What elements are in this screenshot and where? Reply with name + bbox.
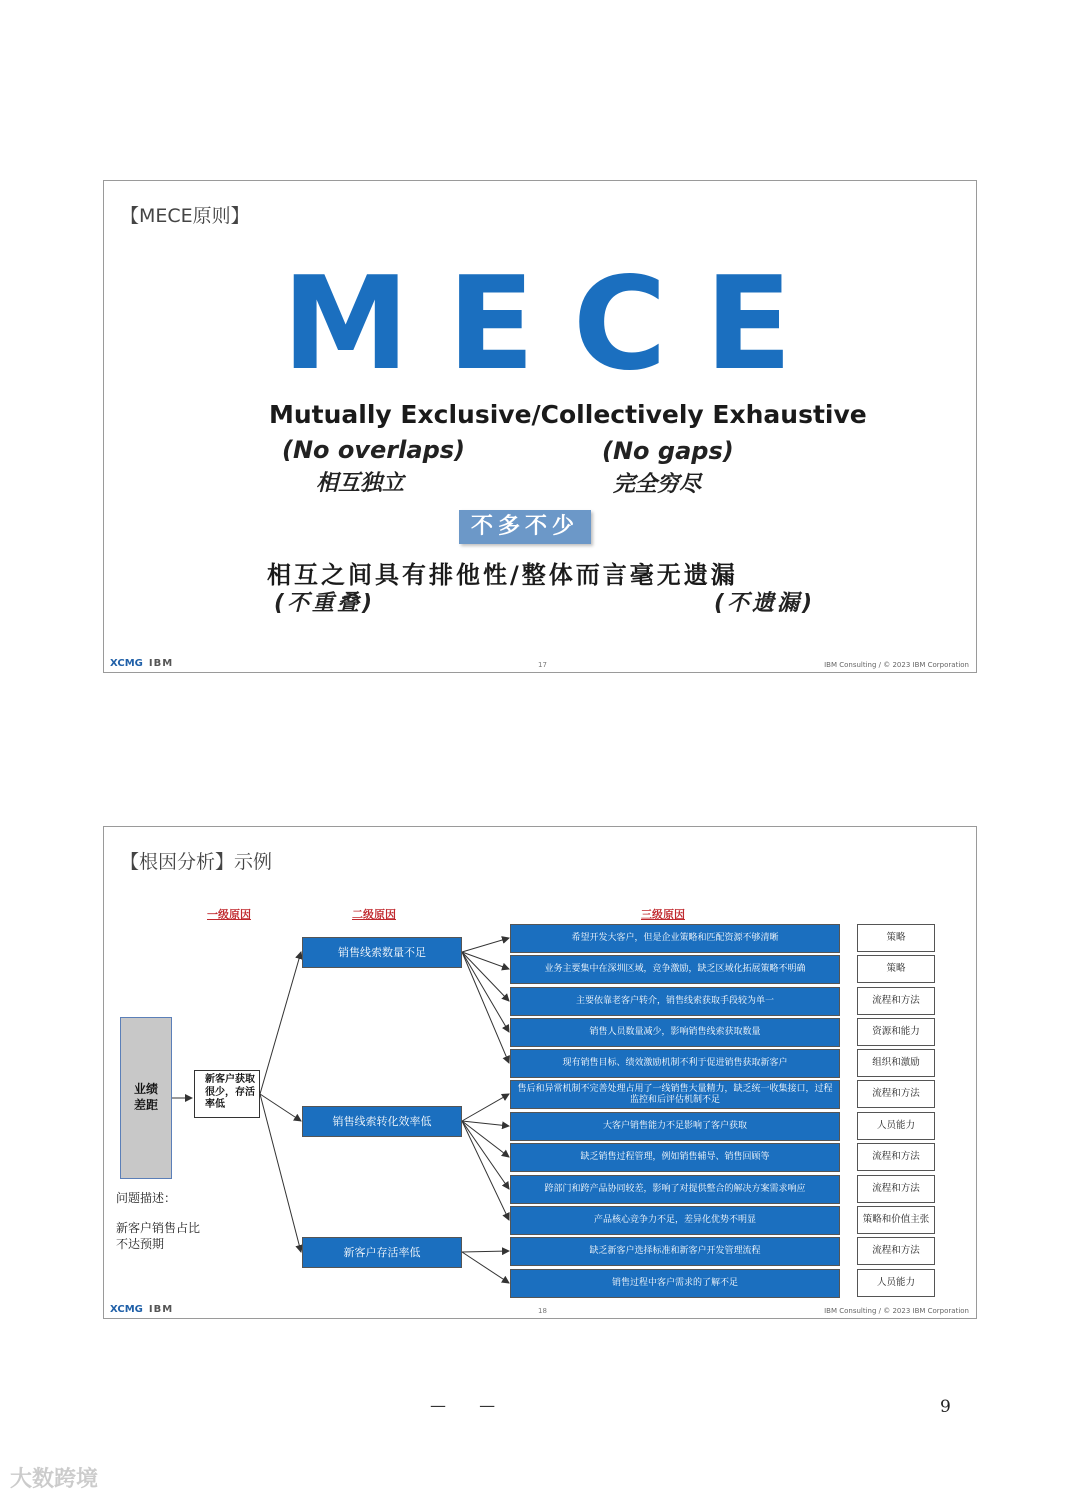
category-box: 流程和方法	[857, 1175, 935, 1203]
xcmg-logo-text: XCMG	[110, 658, 143, 669]
watermark: 大数跨境	[10, 1467, 99, 1492]
mece-full-name: Mutually Exclusive/Collectively Exhaustive	[269, 400, 867, 429]
copyright: IBM Consulting / © 2023 IBM Corporation	[824, 661, 969, 669]
heading-level3: 三级原因	[641, 908, 685, 921]
slide-title: 【根因分析】示例	[120, 851, 273, 873]
category-box: 组织和激励	[857, 1049, 935, 1077]
level3-box: 销售人员数量减少，影响销售线索获取数量	[510, 1018, 840, 1047]
connector-arrow	[462, 938, 509, 952]
connector-arrow	[462, 952, 509, 969]
heading-level2: 二级原因	[352, 908, 396, 921]
heading-level1: 一级原因	[207, 908, 251, 921]
category-box: 策略	[857, 955, 935, 983]
xcmg-logo-text: XCMG	[110, 1304, 143, 1315]
category-box: 人员能力	[857, 1112, 935, 1140]
xcmg-logo	[110, 1304, 173, 1315]
level2-box: 销售线索转化效率低	[302, 1106, 462, 1137]
page-dash: — —	[430, 1396, 510, 1415]
performance-gap-label: 业绩 差距	[133, 1082, 158, 1112]
level3-box: 现有销售目标、绩效激励机制不利于促进销售获取新客户	[510, 1049, 840, 1078]
category-box: 策略和价值主张	[857, 1206, 935, 1234]
category-box: 人员能力	[857, 1269, 935, 1297]
performance-gap-box	[120, 1017, 172, 1179]
category-box: 流程和方法	[857, 1080, 935, 1108]
slide-mece	[103, 180, 977, 673]
level3-box: 主要依靠老客户转介，销售线索获取手段较为单一	[510, 987, 840, 1016]
slide-root-cause	[103, 826, 977, 1319]
ibm-logo: IBM	[148, 658, 174, 669]
xcmg-logo	[110, 658, 173, 669]
copyright: IBM Consulting / © 2023 IBM Corporation	[824, 1307, 969, 1315]
cn-sentence: 相互之间具有排他性/整体而言毫无遗漏	[267, 561, 738, 589]
level3-box: 产品核心竞争力不足，差异化优势不明显	[510, 1206, 840, 1235]
connector-arrow	[462, 1251, 509, 1252]
connector-arrow	[462, 1121, 509, 1126]
category-box: 流程和方法	[857, 1143, 935, 1171]
level3-box: 大客户销售能力不足影响了客户获取	[510, 1112, 840, 1141]
connector-arrow	[462, 1121, 509, 1189]
level1-box: 新客户获取很少，存活率低	[194, 1070, 260, 1118]
connector-arrow	[462, 952, 509, 1032]
connector-arrow	[462, 1252, 509, 1283]
slide-title: 【MECE原则】	[120, 205, 250, 227]
problem-label: 问题描述：	[116, 1191, 177, 1205]
level2-box: 销售线索数量不足	[302, 937, 462, 968]
level3-box: 售后和异常机制不完善处理占用了一线销售大量精力，缺乏统一收集接口，过程监控和后评估机制不足	[510, 1080, 840, 1109]
cn-right-paren: (不遗漏)	[714, 591, 816, 616]
level3-box: 希望开发大客户，但是企业策略和匹配资源不够清晰	[510, 924, 840, 953]
connector-arrow	[462, 952, 509, 1001]
connector-arrow	[462, 1094, 509, 1121]
no-gaps-cn: 完全穷尽	[613, 472, 702, 497]
no-gaps-label: (No gaps)	[602, 437, 734, 465]
level3-box: 业务主要集中在深圳区域，竞争激励，缺乏区域化拓展策略不明确	[510, 955, 840, 984]
no-overlaps-cn: 相互独立	[316, 471, 405, 496]
level3-box: 缺乏销售过程管理，例如销售辅导、销售回顾等	[510, 1143, 840, 1172]
level3-box: 销售过程中客户需求的了解不足	[510, 1269, 840, 1298]
category-box: 资源和能力	[857, 1018, 935, 1046]
cn-left-paren: (不重叠)	[274, 591, 376, 616]
badge: 不多不少	[459, 510, 591, 544]
connector-arrow	[260, 1094, 301, 1252]
no-overlaps-label: (No overlaps)	[282, 436, 465, 464]
ibm-logo: IBM	[148, 1304, 174, 1315]
slide-page-number: 17	[538, 661, 547, 669]
level2-box: 新客户存活率低	[302, 1237, 462, 1268]
connector-arrow	[462, 1121, 509, 1220]
level3-box: 跨部门和跨产品协同较差，影响了对提供整合的解决方案需求响应	[510, 1175, 840, 1204]
level3-box: 缺乏新客户选择标准和新客户开发管理流程	[510, 1237, 840, 1266]
category-box: 流程和方法	[857, 1237, 935, 1265]
connector-arrow	[462, 1121, 509, 1157]
connector-arrow	[462, 952, 509, 1063]
connector-arrow	[260, 952, 301, 1094]
category-box: 流程和方法	[857, 987, 935, 1015]
problem-text: 新客户销售占比不达预期	[116, 1221, 201, 1252]
page-number: 9	[940, 1397, 951, 1417]
mece-heading: MECE	[282, 250, 831, 399]
category-box: 策略	[857, 924, 935, 952]
slide-page-number: 18	[538, 1307, 547, 1315]
